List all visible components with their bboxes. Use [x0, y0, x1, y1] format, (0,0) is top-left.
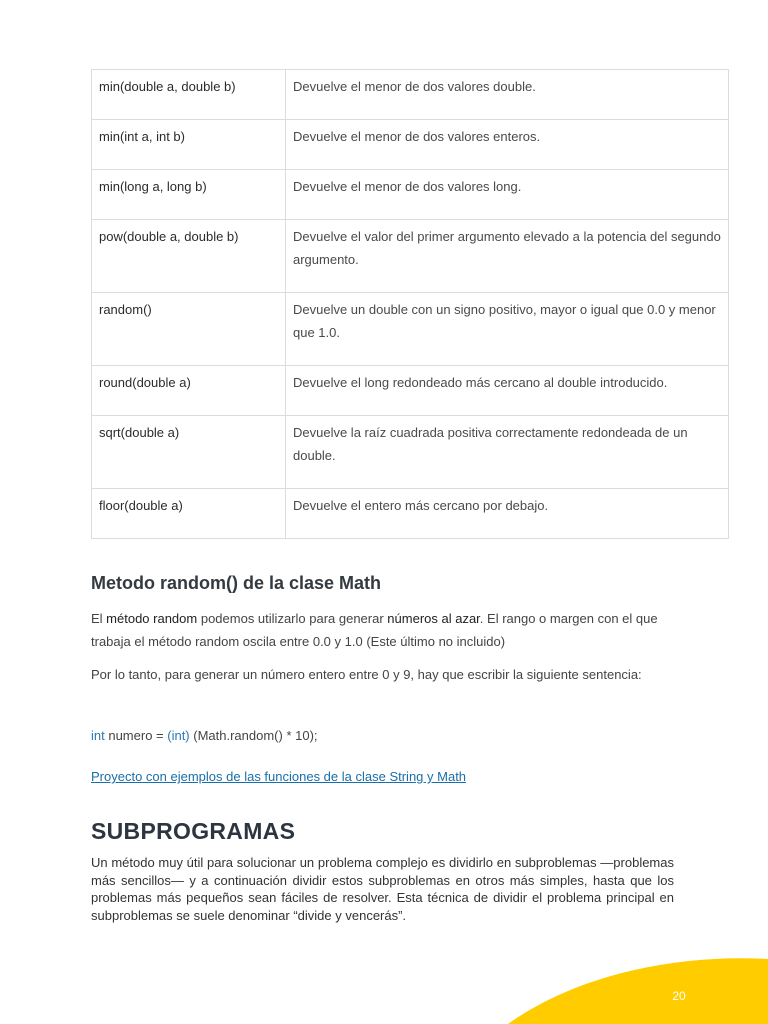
method-description: Devuelve el menor de dos valores double. — [286, 70, 729, 120]
random-section-heading: Metodo random() de la clase Math — [91, 573, 382, 593]
table-row — [92, 366, 729, 416]
method-signature: min(double a, double b) — [92, 70, 286, 120]
examples-project-link[interactable]: Proyecto con ejemplos de las funciones de la clase String y Math — [91, 769, 467, 784]
math-methods-table — [91, 69, 729, 539]
table-row — [92, 489, 729, 539]
method-signature: sqrt(double a) — [92, 416, 286, 489]
bold-term: números al azar — [387, 611, 480, 626]
table-row — [92, 220, 729, 293]
method-signature: floor(double a) — [92, 489, 286, 539]
table-row — [92, 70, 729, 120]
subprogramas-paragraph: Un método muy útil para solucionar un problema complejo es dividirlo en subproblemas —problemas más sencillos— y a continuación dividir estos subproblemas en otros más simples, hasta que los problemas más pequeños sean fáciles de resolver. Esta técnica de dividir el problema principal en subproblemas se suele denominar “divide y vencerás”. — [91, 855, 674, 923]
corner-decoration — [508, 954, 768, 1024]
table-row — [92, 120, 729, 170]
text-fragment: . El rango o margen con el que trabaja el método random oscila entre 0.0 y 1.0 (Este último no incluido) — [91, 611, 658, 649]
method-signature: round(double a) — [92, 366, 286, 416]
code-fragment: (Math.random() * 10); — [189, 728, 318, 743]
method-signature: pow(double a, double b) — [92, 220, 286, 293]
table-row — [92, 416, 729, 489]
text-fragment: podemos utilizarlo para generar — [197, 611, 388, 626]
method-signature: min(long a, long b) — [92, 170, 286, 220]
random-usage-paragraph: Por lo tanto, para generar un número entero entre 0 y 9, hay que escribir la siguiente sentencia: — [91, 667, 642, 682]
method-description: Devuelve el entero más cercano por debajo. — [286, 489, 729, 539]
text-fragment: El — [91, 611, 107, 626]
code-example — [91, 728, 318, 743]
method-description: Devuelve el menor de dos valores long. — [286, 170, 729, 220]
method-description: Devuelve un double con un signo positivo, mayor o igual que 0.0 y menor que 1.0. — [286, 293, 729, 366]
code-keyword: (int) — [167, 728, 190, 743]
corner-accent-shape — [508, 958, 768, 1024]
subprogramas-heading: SUBPROGRAMAS — [91, 818, 296, 844]
bold-term: método random — [106, 611, 198, 626]
method-signature: min(int a, int b) — [92, 120, 286, 170]
method-signature: random() — [92, 293, 286, 366]
page-number: 20 — [672, 989, 686, 1003]
method-description: Devuelve el valor del primer argumento elevado a la potencia del segundo argumento. — [286, 220, 729, 293]
method-description: Devuelve el long redondeado más cercano al double introducido. — [286, 366, 729, 416]
table-row — [92, 170, 729, 220]
table-row — [92, 293, 729, 366]
method-description: Devuelve la raíz cuadrada positiva correctamente redondeada de un double. — [286, 416, 729, 489]
method-description: Devuelve el menor de dos valores enteros. — [286, 120, 729, 170]
code-fragment: numero = — [104, 728, 168, 743]
code-keyword: int — [91, 728, 105, 743]
random-intro-paragraph — [91, 607, 681, 653]
